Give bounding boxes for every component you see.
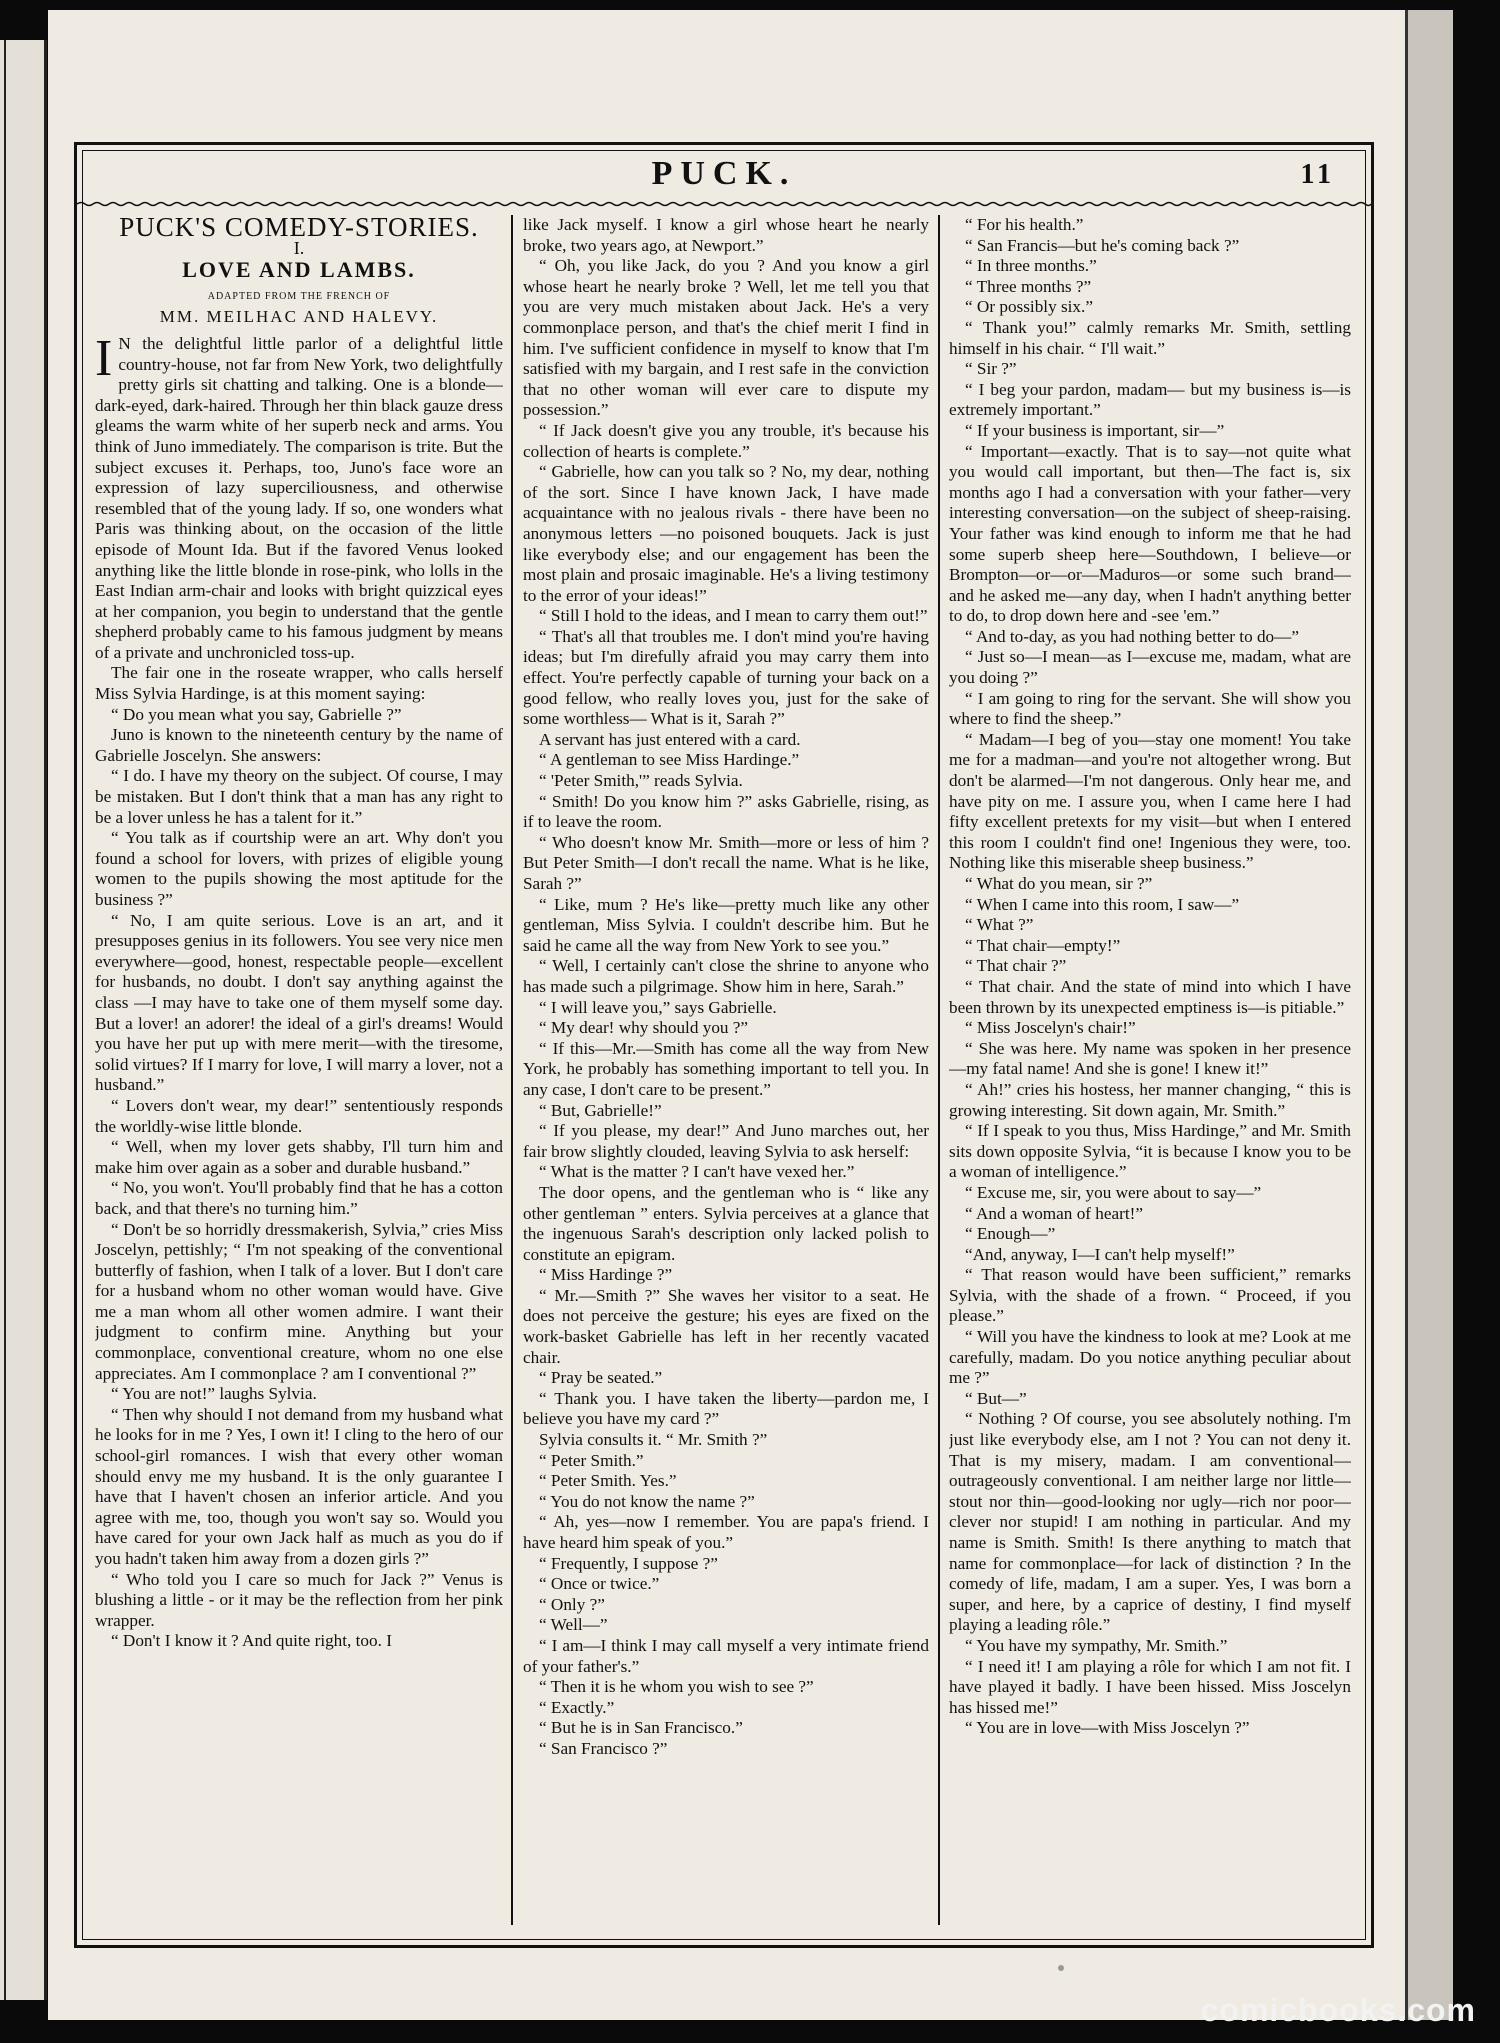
magazine-page bbox=[48, 10, 1453, 2020]
paragraph: “ And to-day, as you had nothing better to do—” bbox=[965, 626, 1299, 646]
column-1 bbox=[95, 215, 503, 1925]
paragraph: The fair one in the roseate wrapper, who calls herself Miss Sylvia Hardinge, is at this moment saying: bbox=[95, 663, 503, 704]
column-divider bbox=[938, 215, 940, 1925]
paragraph: “ You talk as if courtship were an art. Why don't you found a school for lovers, with prizes of eligible young women to the pupils showing the most aptitude for the business ?” bbox=[95, 828, 503, 909]
paragraph: “ Who doesn't know Mr. Smith—more or less of him ? But Peter Smith—I don't recall the name. What is he like, Sarah ?” bbox=[523, 832, 929, 893]
paragraph: “ You are in love—with Miss Joscelyn ?” bbox=[965, 1718, 1250, 1738]
paragraph: “ Just so—I mean—as I—excuse me, madam, what are you doing ?” bbox=[949, 647, 1351, 688]
ink-spot bbox=[1058, 1965, 1064, 1971]
paragraph: “ Smith! Do you know him ?” asks Gabrielle, rising, as if to leave the room. bbox=[523, 791, 929, 832]
paragraph: “ That chair. And the state of mind into which I have been thrown by its unexpected emptiness is—is pitiable.” bbox=[949, 976, 1351, 1017]
paragraph: “ Oh, you like Jack, do you ? And you know a girl whose heart he nearly broke ? Well, let me tell you that you are very much mistaken about Jack. He's a very commonplace person, and that's the chief merit I find in him. I've sufficient confidence in myself to know that I'm satisfied with my bargain, and I rest safe in the conviction that no other woman will ever care to dispute my possession.” bbox=[523, 256, 929, 420]
paragraph: “ For his health.” bbox=[965, 215, 1084, 234]
paragraph: “ Do you mean what you say, Gabrielle ?” bbox=[111, 704, 402, 724]
paragraph: “ Well—” bbox=[539, 1615, 608, 1635]
page-number: 11 bbox=[1300, 159, 1335, 190]
paragraph: “ My dear! why should you ?” bbox=[539, 1018, 749, 1038]
paragraph: “ I beg your pardon, madam— but my business is—is extremely important.” bbox=[949, 379, 1351, 420]
story-title: LOVE AND LAMBS. bbox=[182, 257, 416, 283]
paragraph: “ Peter Smith.” bbox=[539, 1450, 644, 1470]
paragraph: “ I will leave you,” says Gabrielle. bbox=[539, 997, 777, 1017]
paragraph: “ Lovers don't wear, my dear!” sententiously responds the worldly-wise little blonde. bbox=[95, 1095, 503, 1136]
wavy-rule bbox=[77, 201, 1371, 207]
paragraph: “ Once or twice.” bbox=[539, 1574, 660, 1594]
paragraph: “ When I came into this room, I saw—” bbox=[965, 894, 1240, 914]
paragraph: “ Ah!” cries his hostess, her manner changing, “ this is growing interesting. Sit down again, Mr. Smith.” bbox=[949, 1079, 1351, 1120]
paragraph: “ But—” bbox=[965, 1388, 1027, 1408]
paragraph: “ Well, when my lover gets shabby, I'll turn him and make him over again as a sober and durable husband.” bbox=[95, 1137, 503, 1177]
paragraph: “ No, you won't. You'll probably find that he has a cotton back, and that there's no turning him.” bbox=[95, 1178, 503, 1218]
paragraph: “ Thank you!” calmly remarks Mr. Smith, settling himself in his chair. “ I'll wait.” bbox=[949, 317, 1351, 358]
paragraph: “ What do you mean, sir ?” bbox=[965, 874, 1153, 893]
paragraph: “ That chair—empty!” bbox=[965, 935, 1121, 955]
paragraph: “ Or possibly six.” bbox=[965, 297, 1093, 317]
paragraph: “ If your business is important, sir—” bbox=[965, 420, 1225, 440]
paragraph: “ 'Peter Smith,'” reads Sylvia. bbox=[539, 771, 743, 791]
paragraph: “ Will you have the kindness to look at me? Look at me carefully, madam. Do you notice anything peculiar about me ?” bbox=[949, 1327, 1351, 1388]
page-edge bbox=[1405, 10, 1453, 2020]
paragraph: “ Madam—I beg of you—stay one moment! You take me for a madman—and you're not altogether wrong. But don't be alarmed—I'm not dangerous. Only hear me, and have pity on me. I assure you, when I came here I had fifty excellent pretexts for my visit—but when I entered this room I couldn't find one! Ingenious they were, too. Nothing like this miserable sheep business.” bbox=[949, 729, 1351, 873]
watermark: comicbooks.com bbox=[1200, 1992, 1476, 2028]
paragraph: “ And a woman of heart!” bbox=[965, 1203, 1144, 1223]
paragraph: “ I am going to ring for the servant. She will show you where to find the sheep.” bbox=[949, 688, 1351, 729]
paragraph: “ Gabrielle, how can you talk so ? No, my dear, nothing of the sort. Since I have known Jack, I have made acquaintance with no jealous rivals - there have been no anonymous letters —no poisoned bouquets. Jack is just like everybody else; and our engagement has been the most plain and prosaic imaginable. He's a living testimony to the error of your ideas!” bbox=[523, 462, 929, 605]
paragraph: “ Pray be seated.” bbox=[539, 1368, 663, 1388]
column-2 bbox=[523, 215, 929, 1925]
paragraph: “ You have my sympathy, Mr. Smith.” bbox=[965, 1635, 1228, 1655]
paragraph: “ Nothing ? Of course, you see absolutely nothing. I'm just like everybody else, am I not ? You can not deny it. That is my misery, madam. I am conventional—outrageously conventional. I am neither large nor little—stout nor thin—good-looking nor ugly—rich nor poor—clever nor stupid! I am nothing in particular. And my name is Smith. Smith! Is there anything to match that name for commonplace—for lack of distinction ? In the comedy of life, madam, I am a super. Yes, I was born a super, and here, by a caprice of destiny, I find myself playing a leading rôle.” bbox=[949, 1409, 1351, 1635]
paragraph: “ But, Gabrielle!” bbox=[539, 1100, 662, 1120]
paragraph: like Jack myself. I know a girl whose heart he nearly broke, two years ago, at Newport.” bbox=[523, 215, 929, 255]
column-divider bbox=[511, 215, 513, 1925]
paragraph: “ You are not!” laughs Sylvia. bbox=[111, 1384, 317, 1404]
paragraph: “ What is the matter ? I can't have vexed her.” bbox=[539, 1162, 855, 1182]
paragraph: “ You do not know the name ?” bbox=[539, 1491, 755, 1511]
paragraph: “ But he is in San Francisco.” bbox=[539, 1718, 743, 1738]
column-1-text bbox=[95, 329, 503, 1652]
paragraph: “ Enough—” bbox=[965, 1224, 1056, 1244]
paragraph: “ I need it! I am playing a rôle for which I am not fit. I have played it badly. I have been hissed. Miss Joscelyn has hissed me!” bbox=[949, 1656, 1351, 1717]
paragraph: “ Don't be so horridly dressmakerish, Sylvia,” cries Miss Joscelyn, pettishly; “ I'm not speaking of the conventional butterfly of fashion, when I talk of a lover. But I don't care for a husband whom no other woman would have. Give me a man whom all other women admire. I want their judgment to confirm mine. Anything but your commonplace, conventional creature, whom no one else appreciates. Am I commonplace ? am I conventional ?” bbox=[95, 1219, 503, 1383]
paragraph: “ Miss Joscelyn's chair!” bbox=[965, 1018, 1136, 1038]
paragraph: “ In three months.” bbox=[965, 256, 1097, 276]
paragraph: “ That's all that troubles me. I don't mind you're having ideas; but I'm direfully afraid you may carry them into effect. You're perfectly capable of turning your back on a good fellow, who really loves you, just for the sake of some worthless— What is it, Sarah ?” bbox=[523, 626, 929, 729]
paragraph-text: N the delightful little parlor of a delightful little country-house, not far from New York, two delightfully pretty girls sit chatting and talking. One is a blonde—dark-eyed, dark-haired. Through her thin black gauze dress gleams the warm white of her superb neck and arms. You think of Juno immediately. The comparison is trite. But the subject excuses it. Perhaps, too, Juno's face wore an expression of lazy superciliousness, and otherwise resembled that of the young lady. If so, one wonders what Paris was thinking about, on the occasion of the little episode of Mount Ida. But if the favored Venus looked anything like the little blonde in rose-pink, who lolls in the East Indian arm-chair and looks with bright quizzical eyes at her companion, you begin to understand that the gentle shepherd probably came to his famous judgment by means of a private and unchronicled toss-up. bbox=[95, 333, 503, 662]
column-3 bbox=[949, 215, 1351, 1925]
paragraph: “ She was here. My name was spoken in her presence—my fatal name! And she is gone! I knew it!” bbox=[949, 1038, 1351, 1079]
paragraph: “ I do. I have my theory on the subject. Of course, I may be mistaken. But I don't think that a man has any right to be a lover unless he has a talent for it.” bbox=[95, 766, 503, 827]
column-2-text bbox=[523, 215, 929, 1760]
paragraph: “ Excuse me, sir, you were about to say—” bbox=[965, 1182, 1262, 1202]
paragraph: “ If you please, my dear!” And Juno marches out, her fair brow slightly clouded, leaving Sylvia to ask herself: bbox=[523, 1121, 929, 1161]
drop-cap-i: I bbox=[95, 329, 113, 387]
column-3-text bbox=[949, 215, 1351, 1739]
paragraph: “ Like, mum ? He's like—pretty much like any other gentleman, Miss Sylvia. I couldn't describe him. But he said he came all the way from New York to see you.” bbox=[523, 894, 929, 955]
series-title: PUCK'S COMEDY-STORIES. bbox=[119, 215, 479, 242]
paragraph: “ Who told you I care so much for Jack ?” Venus is blushing a little - or it may be the reflection from her pink wrapper. bbox=[95, 1569, 503, 1630]
paragraph: “And, anyway, I—I can't help myself!” bbox=[965, 1244, 1235, 1264]
paragraph: A servant has just entered with a card. bbox=[539, 729, 801, 749]
paragraph: “ Still I hold to the ideas, and I mean to carry them out!” bbox=[539, 606, 928, 626]
adaptation-note: ADAPTED FROM THE FRENCH OF bbox=[207, 290, 391, 302]
paragraph: “ That chair ?” bbox=[965, 956, 1067, 976]
paragraph: “ Don't I know it ? And quite right, too. I bbox=[111, 1631, 392, 1651]
paragraph: “ Important—exactly. That is to say—not quite what you would call important, but then—The fact is, six months ago I had a conversation with your father—very interesting conversation—on the subject of sheep-raising. Your father was kind enough to inform me that he had some superb sheep here—Southdown, I believe—or Brompton—or—or—Maduros—or some such brand—and he asked me—any day, when I hadn't anything better to do, to drop down here and -see 'em.” bbox=[949, 441, 1351, 626]
masthead bbox=[77, 145, 1371, 205]
paragraph: “ If Jack doesn't give you any trouble, it's because his collection of hearts is complete.” bbox=[523, 420, 929, 461]
paragraph: “ Miss Hardinge ?” bbox=[539, 1265, 673, 1285]
paragraph: “ Mr.—Smith ?” She waves her visitor to a seat. He does not perceive the gesture; his eyes are fixed on the work-basket Gabrielle has left in her recently vacated chair. bbox=[523, 1285, 929, 1367]
paragraph: “ I am—I think I may call myself a very intimate friend of your father's.” bbox=[523, 1635, 929, 1676]
paragraph: “ No, I am quite serious. Love is an art, and it presupposes genius in its followers. You see very nice men everywhere—good, honest, respectable people—excellent for husbands, no doubt. I don't say anything against the class —I may have to take one of them myself some day. But a lover! an adorer! the ideal of a girl's dreams! Would you have her put up with mere merit—with the tiresome, solid virtues? If I marry for love, I will marry a lover, not a husband.” bbox=[95, 910, 503, 1095]
masthead-title: PUCK. bbox=[651, 155, 797, 192]
paragraph: “ San Francis—but he's coming back ?” bbox=[965, 235, 1240, 255]
story-number: I. bbox=[293, 237, 305, 258]
paragraph: “ If I speak to you thus, Miss Hardinge,” and Mr. Smith sits down opposite Sylvia, “it is because I know you to be a woman of intelligence.” bbox=[949, 1121, 1351, 1182]
paragraph: “ Peter Smith. Yes.” bbox=[539, 1471, 677, 1491]
paragraph: “ A gentleman to see Miss Hardinge.” bbox=[539, 750, 800, 770]
authors: MM. MEILHAC AND HALEVY. bbox=[159, 307, 439, 327]
paragraph: “ Frequently, I suppose ?” bbox=[539, 1553, 718, 1573]
paragraph: The door opens, and the gentleman who is “ like any other gentleman ” enters. Sylvia perceives at a glance that the ingenuous Sarah's description only lacked polish to constitute an epigram. bbox=[523, 1182, 929, 1264]
paragraph: “ That reason would have been sufficient,” remarks Sylvia, with the shade of a frown. “ Proceed, if you please.” bbox=[949, 1265, 1351, 1326]
paragraph: “ Well, I certainly can't close the shrine to anyone who has made such a pilgrimage. Show him in here, Sarah.” bbox=[523, 956, 929, 996]
paragraph: “ Only ?” bbox=[539, 1594, 605, 1614]
paragraph: “ Ah, yes—now I remember. You are papa's friend. I have heard him speak of you.” bbox=[523, 1512, 929, 1552]
page-frame bbox=[74, 142, 1374, 1948]
paragraph: “ Exactly.” bbox=[539, 1697, 615, 1717]
paragraph: “ Then why should I not demand from my husband what he looks for in me ? Yes, I own it! I cling to the hero of our school-girl romances. I wish that every other woman should envy me my husband. It is the only guarantee I have that I haven't chosen an inferior article. And you agree with me, too, though you won't say so. Would you have cared for your own Jack half as much as you do if you hadn't taken him away from a dozen girls ?” bbox=[95, 1404, 503, 1568]
paragraph: “ Three months ?” bbox=[965, 276, 1092, 296]
previous-page-edge bbox=[0, 40, 47, 2000]
paragraph: “ Then it is he whom you wish to see ?” bbox=[539, 1677, 814, 1697]
paragraph: “ If this—Mr.—Smith has come all the way from New York, he probably has something important to tell you. In any case, I don't care to be present.” bbox=[523, 1038, 929, 1099]
paragraph bbox=[95, 329, 503, 664]
paragraph: “ Sir ?” bbox=[965, 359, 1017, 379]
paragraph: Juno is known to the nineteenth century by the name of Gabrielle Joscelyn. She answers: bbox=[95, 725, 503, 765]
paragraph: “ San Francisco ?” bbox=[539, 1738, 668, 1758]
paragraph: “ What ?” bbox=[965, 915, 1034, 935]
paragraph: Sylvia consults it. “ Mr. Smith ?” bbox=[539, 1430, 768, 1450]
paragraph: “ Thank you. I have taken the liberty—pardon me, I believe you have my card ?” bbox=[523, 1388, 929, 1429]
